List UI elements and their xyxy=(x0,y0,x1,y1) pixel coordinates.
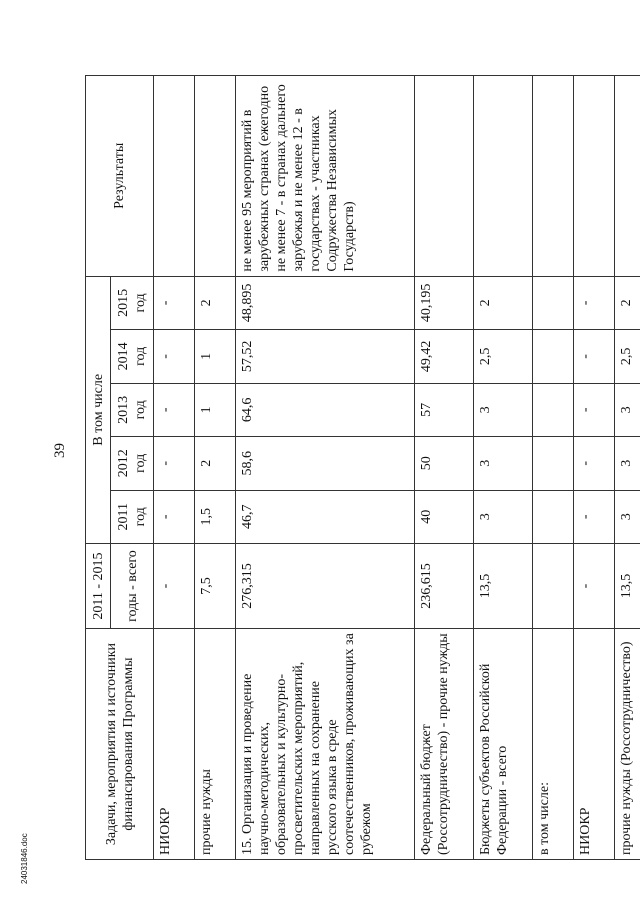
cell-2013 xyxy=(533,383,574,436)
header-results: Результаты xyxy=(86,76,154,277)
row-label: НИОКР xyxy=(574,629,615,860)
row-label: НИОКР xyxy=(154,629,195,860)
cell-2011: - xyxy=(574,490,615,543)
cell-2013: - xyxy=(154,383,195,436)
cell-2015: - xyxy=(154,276,195,330)
header-year-2013: 2013 год xyxy=(111,383,154,436)
cell-2013: 57 xyxy=(415,383,474,436)
cell-2011 xyxy=(533,490,574,543)
document-reference: 24031846.doc xyxy=(20,833,29,884)
cell-2014: 1 xyxy=(195,330,236,383)
cell-2013: - xyxy=(574,383,615,436)
row-label: Бюджеты субъектов Российской Федерации - всего xyxy=(474,629,533,860)
cell-2015: 48,895 xyxy=(236,276,415,330)
cell-result xyxy=(474,76,533,277)
cell-result: не менее 95 мероприятий в зарубежных странах (ежегодно не менее 7 - в странах дальнего зарубежья и не менее 12 - в государствах - участниках Содружества Независимых Государств) xyxy=(236,76,415,277)
header-year-2011: 2011 год xyxy=(111,490,154,543)
cell-2012: 3 xyxy=(474,437,533,490)
row-label: Федеральный бюджет (Россотрудничество) - прочие нужды xyxy=(415,629,474,860)
cell-total: 236,615 xyxy=(415,544,474,629)
cell-result xyxy=(415,76,474,277)
cell-2015: 2 xyxy=(195,276,236,330)
header-years-range: 2011 - 2015 xyxy=(86,544,111,629)
table-row xyxy=(533,76,574,860)
cell-2013: 3 xyxy=(474,383,533,436)
cell-2014: 57,52 xyxy=(236,330,415,383)
cell-2014: - xyxy=(574,330,615,383)
cell-total: - xyxy=(154,544,195,629)
row-label: прочие нужды xyxy=(195,629,236,860)
page-number: 39 xyxy=(52,443,68,458)
cell-total xyxy=(533,544,574,629)
cell-2011: - xyxy=(154,490,195,543)
row-label: прочие нужды (Россотрудничество) xyxy=(615,629,640,860)
header-tasks: Задачи, мероприятия и источники финансирования Программы xyxy=(86,629,154,860)
cell-2012: 3 xyxy=(615,437,640,490)
cell-2013: 1 xyxy=(195,383,236,436)
cell-2011: 46,7 xyxy=(236,490,415,543)
cell-result xyxy=(615,76,640,277)
cell-2015: 40,195 xyxy=(415,276,474,330)
cell-2012 xyxy=(533,437,574,490)
cell-2012: - xyxy=(574,437,615,490)
cell-2013: 3 xyxy=(615,383,640,436)
cell-result xyxy=(195,76,236,277)
cell-total: 276,315 xyxy=(236,544,415,629)
row-label: 15. Организация и проведение научно-методических, образовательных и культурно-просветительских мероприятий, направленных на сохранение русского языка в среде соотечественников, проживающих за рубежом xyxy=(236,629,415,860)
table-row xyxy=(154,76,195,860)
cell-2015 xyxy=(533,276,574,330)
cell-result xyxy=(574,76,615,277)
cell-result xyxy=(533,76,574,277)
cell-total: 7,5 xyxy=(195,544,236,629)
table-row xyxy=(195,76,236,860)
table-row xyxy=(236,76,415,860)
cell-2013: 64,6 xyxy=(236,383,415,436)
cell-result xyxy=(154,76,195,277)
cell-2014: 2,5 xyxy=(474,330,533,383)
table-row xyxy=(574,76,615,860)
cell-total: 13,5 xyxy=(615,544,640,629)
header-total: годы - всего xyxy=(111,544,154,629)
cell-2012: 2 xyxy=(195,437,236,490)
cell-2014 xyxy=(533,330,574,383)
table-row xyxy=(615,76,640,860)
row-label: в том числе: xyxy=(533,629,574,860)
header-year-2014: 2014 год xyxy=(111,330,154,383)
cell-2012: 58,6 xyxy=(236,437,415,490)
cell-2012: - xyxy=(154,437,195,490)
cell-2014: 49,42 xyxy=(415,330,474,383)
cell-2014: 2,5 xyxy=(615,330,640,383)
table-row xyxy=(474,76,533,860)
cell-2011: 3 xyxy=(474,490,533,543)
program-financing-table xyxy=(85,75,640,860)
program-table-wrapper xyxy=(85,75,640,860)
cell-2012: 50 xyxy=(415,437,474,490)
cell-2011: 40 xyxy=(415,490,474,543)
cell-2015: 2 xyxy=(474,276,533,330)
header-including: В том числе xyxy=(86,276,111,543)
header-year-2015: 2015 год xyxy=(111,276,154,330)
cell-2014: - xyxy=(154,330,195,383)
table-row xyxy=(415,76,474,860)
cell-2015: - xyxy=(574,276,615,330)
table-header-row xyxy=(86,76,111,860)
cell-total: 13,5 xyxy=(474,544,533,629)
cell-2011: 3 xyxy=(615,490,640,543)
cell-2015: 2 xyxy=(615,276,640,330)
cell-total: - xyxy=(574,544,615,629)
cell-2011: 1,5 xyxy=(195,490,236,543)
header-year-2012: 2012 год xyxy=(111,437,154,490)
